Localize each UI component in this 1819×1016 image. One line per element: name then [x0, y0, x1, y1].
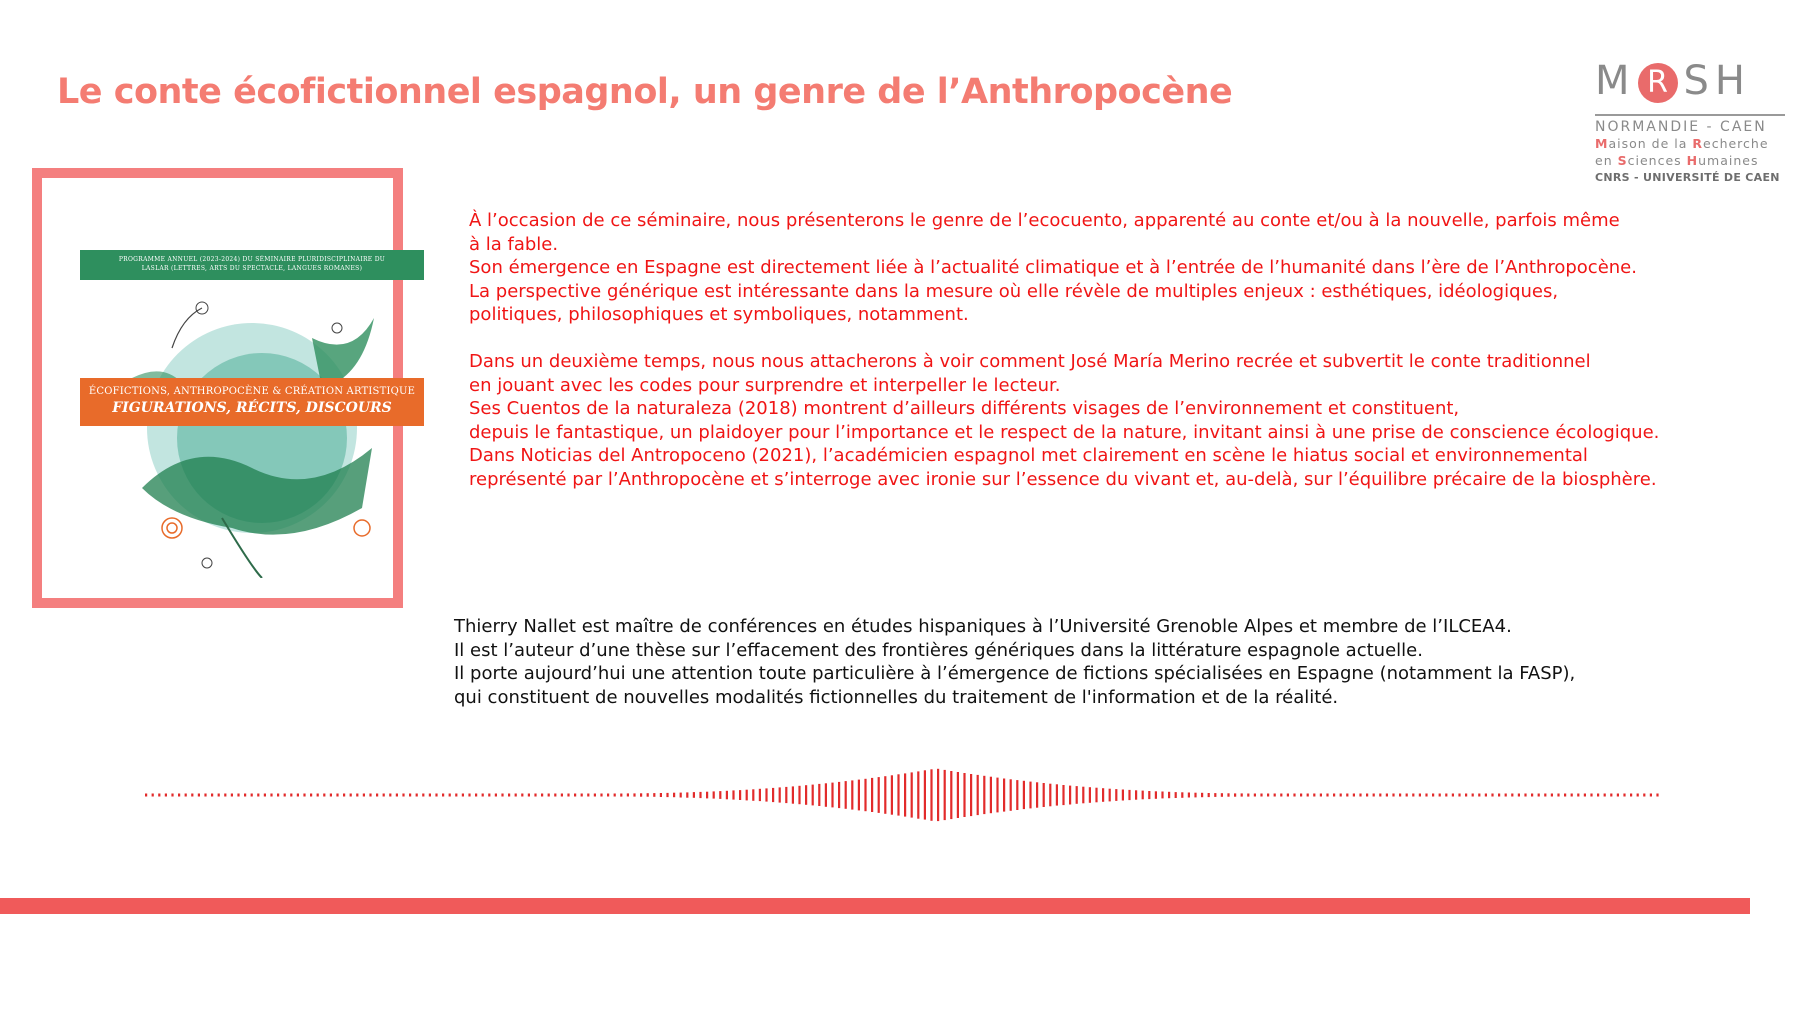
description-line: La perspective générique est intéressante dans la mesure où elle révèle de multiples enjeux : esthétiques, idéologiques, [469, 280, 1559, 302]
waveform-bar [845, 781, 847, 809]
waveform-bar [554, 794, 556, 797]
waveform-bar [831, 783, 833, 808]
waveform-bar [244, 794, 246, 797]
waveform-bar [442, 794, 444, 797]
waveform-bar [323, 794, 325, 797]
description-line: représenté par l’Anthropocène et s’interroge avec ironie sur l’essence du vivant et, au-delà, sur l’équilibre précaire de la biosphère. [469, 468, 1657, 490]
description-line: depuis le fantastique, un plaidoyer pour l’importance et le respect de la nature, invitant ainsi à une prise de conscience écologique. [469, 421, 1660, 443]
waveform-bar [1082, 787, 1084, 804]
waveform-bar [937, 769, 939, 821]
bio-line: Thierry Nallet est maître de conférences en études hispaniques à l’Université Grenoble Alpes et membre de l’ILCEA4. [454, 616, 1512, 637]
waveform-bar [666, 793, 668, 797]
audio-waveform [145, 765, 1665, 825]
waveform-bar [435, 794, 437, 797]
waveform-bar [1584, 794, 1586, 797]
waveform-bar [185, 794, 187, 797]
waveform-bar [1604, 794, 1606, 797]
waveform-bar [1221, 793, 1223, 797]
waveform-bar [1260, 794, 1262, 797]
waveform-bar [1373, 794, 1375, 797]
waveform-bar [699, 792, 701, 798]
waveform-bar [1406, 794, 1408, 797]
waveform-bar [211, 794, 213, 797]
waveform-bar [1590, 794, 1592, 797]
waveform-bar [904, 773, 906, 816]
waveform-bar [1577, 794, 1579, 797]
waveform-bar [693, 792, 695, 798]
waveform-bar [930, 769, 932, 821]
waveform-bar [284, 794, 286, 797]
waveform-bar [1003, 779, 1005, 812]
waveform-bar [1247, 794, 1249, 797]
waveform-bar [317, 794, 319, 797]
waveform-bar [1564, 794, 1566, 797]
waveform-bar [686, 792, 688, 797]
waveform-bar [310, 794, 312, 797]
waveform-bar [1326, 794, 1328, 797]
waveform-bar [1023, 781, 1025, 809]
description-line: Son émergence en Espagne est directement liée à l’actualité climatique et à l’entrée de l’humanité dans l’ère de l’Anthropocène. [469, 257, 1637, 278]
waveform-bar [1630, 794, 1632, 797]
waveform-bar [1366, 794, 1368, 797]
waveform-bar [1359, 794, 1361, 797]
waveform-bar [383, 794, 385, 797]
logo-letter-m: M [1595, 58, 1636, 104]
description-line: Dans Noticias del Antropoceno (2021), l’académicien espagnol met clairement en scène le hiatus social et environnemental [469, 445, 1588, 466]
waveform-bar [1049, 784, 1051, 807]
logo-line-1: Maison de la Recherche [1595, 136, 1769, 151]
waveform-bar [581, 794, 583, 797]
waveform-bar [1623, 794, 1625, 797]
waveform-bar [541, 794, 543, 797]
waveform-bar [1353, 794, 1355, 797]
waveform-bar [204, 794, 206, 797]
waveform-bar [257, 794, 259, 797]
logo-line-3: CNRS - UNIVERSITÉ DE CAEN [1595, 171, 1780, 184]
waveform-bar [290, 794, 292, 797]
waveform-bar [1538, 794, 1540, 797]
waveform-bar [1155, 791, 1157, 799]
waveform-bar [1029, 782, 1031, 809]
waveform-bar [858, 780, 860, 811]
bio-line: Il porte aujourd’hui une attention toute particulière à l’émergence de fictions spécialisées en Espagne (notamment la FASP), [454, 663, 1576, 684]
waveform-bar [713, 791, 715, 798]
bio-line: Il est l’auteur d’une thèse sur l’effacement des frontières génériques dans la littérature espagnole actuelle. [454, 639, 1423, 661]
waveform-bar [752, 789, 754, 801]
description-line: Ses Cuentos de la naturaleza (2018) montrent d’ailleurs différents visages de l’environnement et constituent, [469, 398, 1460, 419]
waveform-bar [501, 794, 503, 797]
waveform-bar [746, 790, 748, 801]
waveform-bar [917, 771, 919, 818]
waveform-bar [600, 794, 602, 797]
waveform-bar [963, 773, 965, 817]
waveform-bar [534, 794, 536, 797]
waveform-bar [1544, 794, 1546, 797]
seminar-description [469, 209, 1809, 491]
waveform-bar [1346, 794, 1348, 797]
waveform-bar [884, 776, 886, 814]
waveform-bar [264, 794, 266, 797]
waveform-bar [277, 794, 279, 797]
waveform-bar [1128, 790, 1130, 800]
waveform-bar [409, 794, 411, 797]
waveform-bar [389, 794, 391, 797]
waveform-bar [198, 794, 200, 797]
waveform-bar [818, 784, 820, 806]
waveform-bar [1498, 794, 1500, 797]
waveform-bar [1610, 794, 1612, 797]
waveform-bar [495, 794, 497, 797]
waveform-bar [1419, 794, 1421, 797]
logo-r-circle: R [1638, 63, 1678, 103]
waveform-bar [515, 794, 517, 797]
waveform-bar [732, 790, 734, 799]
waveform-bar [1524, 794, 1526, 797]
waveform-bar [1181, 792, 1183, 798]
waveform-bar [1656, 794, 1658, 797]
waveform-bar [1386, 794, 1388, 797]
waveform-bar [165, 794, 167, 797]
waveform-bar [1095, 788, 1097, 803]
waveform-bar [779, 787, 781, 802]
waveform-bar [482, 794, 484, 797]
waveform-bar [594, 794, 596, 797]
waveform-bar [1313, 794, 1315, 797]
slide-title: Le conte écofictionnel espagnol, un genre de l’Anthropocène [57, 72, 1233, 112]
waveform-bar [468, 794, 470, 797]
logo-line-2: en Sciences Humaines [1595, 153, 1759, 168]
speaker-bio [454, 615, 1575, 709]
waveform-bar [508, 794, 510, 797]
waveform-bar [1274, 794, 1276, 797]
waveform-bar [924, 770, 926, 819]
waveform-bar [911, 772, 913, 817]
waveform-bar [759, 789, 761, 801]
waveform-bar [402, 794, 404, 797]
waveform-bar [237, 794, 239, 797]
waveform-bar [429, 794, 431, 797]
waveform-bar [1267, 794, 1269, 797]
waveform-bar [1102, 788, 1104, 802]
waveform-bar [1227, 793, 1229, 796]
footer-bar [0, 898, 1750, 914]
waveform-bar [1425, 794, 1427, 797]
logo-region: NORMANDIE - CAEN [1595, 114, 1785, 135]
waveform-bar [270, 794, 272, 797]
waveform-bar [1439, 794, 1441, 797]
waveform-bar [1452, 794, 1454, 797]
waveform-bar [1036, 782, 1038, 807]
waveform-bar [719, 791, 721, 799]
waveform-bar [1287, 794, 1289, 797]
waveform-bar [488, 794, 490, 797]
waveform-bar [1010, 779, 1012, 811]
waveform-bar [363, 794, 365, 797]
waveform-bar [726, 791, 728, 800]
waveform-bar [1300, 794, 1302, 797]
waveform-bar [1392, 794, 1394, 797]
waveform-bar [369, 794, 371, 797]
bio-line: qui constituent de nouvelles modalités fictionnelles du traitement de l'information et de la réalité. [454, 686, 1339, 708]
waveform-bar [1122, 790, 1124, 801]
waveform-bar [1399, 794, 1401, 797]
waveform-bar [1161, 792, 1163, 799]
waveform-bar [950, 771, 952, 819]
waveform-bar [303, 794, 305, 797]
waveform-bar [812, 785, 814, 806]
waveform-bar [1208, 793, 1210, 797]
waveform-bar [587, 794, 589, 797]
waveform-bar [1307, 794, 1309, 797]
paragraph-gap [469, 327, 1809, 351]
waveform-bar [772, 788, 774, 802]
waveform-bar [1142, 791, 1144, 800]
waveform-bar [1089, 787, 1091, 803]
waveform-bar [1478, 794, 1480, 797]
description-line: en jouant avec les codes pour surprendre et interpeller le lecteur. [469, 374, 1061, 396]
waveform-bar [152, 794, 154, 797]
waveform-bar [158, 794, 160, 797]
waveform-bar [567, 794, 569, 797]
cover-illustration [112, 278, 392, 578]
waveform-bar [944, 770, 946, 820]
waveform-bar [1076, 786, 1078, 804]
description-line: À l’occasion de ce séminaire, nous présenterons le genre de l’ecocuento, apparenté au conte et/ou à la nouvelle, parfois même [469, 210, 1620, 231]
logo-wordmark [1595, 58, 1785, 104]
waveform-bar [1637, 794, 1639, 797]
waveform-bar [574, 794, 576, 797]
waveform-bar [838, 782, 840, 808]
waveform-bar [647, 793, 649, 797]
waveform-bar [1016, 780, 1018, 810]
waveform-bar [871, 778, 873, 812]
waveform-bar [1333, 794, 1335, 797]
waveform-bar [660, 793, 662, 797]
waveform-bar [792, 786, 794, 803]
waveform-bar [990, 777, 992, 814]
waveform-bar [1201, 793, 1203, 797]
waveform-bar [422, 794, 424, 797]
waveform-bar [607, 794, 609, 797]
waveform-bar [449, 794, 451, 797]
waveform-bar [1056, 784, 1058, 805]
waveform-bar [680, 793, 682, 798]
waveform-bar [1511, 794, 1513, 797]
cover-subtitle: ÉCOFICTIONS, ANTHROPOCÈNE & CRÉATION ARTISTIQUE [88, 386, 416, 397]
waveform-bar [171, 794, 173, 797]
logo-letters-sh: SH [1683, 58, 1751, 104]
waveform-bar [396, 794, 398, 797]
cover-header-band: PROGRAMME ANNUEL (2023-2024) DU SÉMINAIRE PLURIDISCIPLINAIRE DU LASLAR (LETTRES, ARTS DU SPECTACLE, LANGUES ROMANES) [80, 250, 424, 280]
waveform-bar [1465, 794, 1467, 797]
waveform-bar [864, 779, 866, 811]
waveform-bar [1379, 794, 1381, 797]
waveform-bar [805, 785, 807, 805]
waveform-bar [897, 774, 899, 815]
waveform-bar [178, 794, 180, 797]
waveform-bar [1194, 793, 1196, 798]
waveform-bar [1280, 794, 1282, 797]
book-cover [32, 168, 416, 608]
waveform-bar [878, 777, 880, 813]
waveform-bar [224, 794, 226, 797]
waveform-bar [1069, 786, 1071, 805]
waveform-bar [297, 794, 299, 797]
waveform-bar [218, 794, 220, 797]
waveform-bar [191, 794, 193, 797]
waveform-bar [1650, 794, 1652, 797]
waveform-bar [1062, 785, 1064, 805]
waveform-bar [653, 793, 655, 797]
waveform-bar [1617, 794, 1619, 797]
waveform-bar [251, 794, 253, 797]
waveform-bar [1188, 793, 1190, 798]
waveform-bar [983, 776, 985, 814]
waveform-bar [1643, 794, 1645, 797]
waveform-bar [765, 788, 767, 801]
waveform-bar [1320, 794, 1322, 797]
waveform-bar [330, 794, 332, 797]
waveform-bar [627, 793, 629, 796]
waveform-bar [996, 778, 998, 813]
waveform-bar [356, 794, 358, 797]
description-line: Dans un deuxième temps, nous nous attacherons à voir comment José María Merino recrée et subvertit le conte traditionnel [469, 351, 1591, 372]
waveform-bar [1551, 794, 1553, 797]
waveform-bar [376, 794, 378, 797]
waveform-bar [475, 794, 477, 797]
mrsh-logo [1595, 58, 1785, 186]
waveform-bar [785, 787, 787, 803]
waveform-bar [1432, 794, 1434, 797]
waveform-bar [1518, 794, 1520, 797]
waveform-bar [1214, 793, 1216, 797]
waveform-bar [739, 790, 741, 800]
waveform-bar [1109, 789, 1111, 802]
waveform-bar [1148, 791, 1150, 799]
waveform-bar [673, 793, 675, 798]
waveform-bar [825, 783, 827, 807]
waveform-bar [1234, 793, 1236, 796]
waveform-bar [1340, 794, 1342, 797]
waveform-bar [1491, 794, 1493, 797]
waveform-bar [620, 794, 622, 797]
waveform-bar [1135, 790, 1137, 799]
waveform-bar [957, 772, 959, 818]
waveform-bar [970, 774, 972, 816]
waveform-bar [1445, 794, 1447, 797]
waveform-bar [614, 794, 616, 797]
description-line: politiques, philosophiques et symboliques, notamment. [469, 304, 969, 325]
waveform-bar [640, 793, 642, 796]
description-line: à la fable. [469, 233, 559, 255]
waveform-bar [1531, 794, 1533, 797]
waveform-bar [1597, 794, 1599, 797]
waveform-bar [350, 794, 352, 797]
waveform-bar [462, 794, 464, 797]
waveform-bar [1175, 792, 1177, 798]
waveform-bar [528, 794, 530, 797]
waveform-bar [548, 794, 550, 797]
waveform-bar [1505, 794, 1507, 797]
waveform-bar [343, 794, 345, 797]
waveform-bar [633, 793, 635, 796]
waveform-bar [851, 780, 853, 809]
waveform-bar [1293, 794, 1295, 797]
cover-title: FIGURATIONS, RÉCITS, DISCOURS [112, 400, 392, 416]
waveform-bar [1458, 794, 1460, 797]
cover-title-band [80, 378, 424, 426]
waveform-bar [561, 794, 563, 797]
waveform-bar [1254, 794, 1256, 797]
waveform-bar [231, 794, 233, 797]
waveform-bar [891, 775, 893, 814]
waveform-bar [706, 792, 708, 799]
waveform-bar [977, 775, 979, 815]
waveform-bar [1168, 792, 1170, 798]
waveform-bar [1115, 789, 1117, 801]
waveform-bar [1412, 794, 1414, 797]
waveform-bar [798, 786, 800, 804]
waveform-bar [521, 794, 523, 797]
waveform-bar [145, 794, 147, 797]
waveform-bar [1472, 794, 1474, 797]
waveform-bar [1571, 794, 1573, 797]
waveform-bar [1241, 793, 1243, 796]
waveform-bar [1485, 794, 1487, 797]
waveform-bar [416, 794, 418, 797]
waveform-bar [336, 794, 338, 797]
waveform-bar [1557, 794, 1559, 797]
waveform-bar [1043, 783, 1045, 807]
waveform-bar [455, 794, 457, 797]
